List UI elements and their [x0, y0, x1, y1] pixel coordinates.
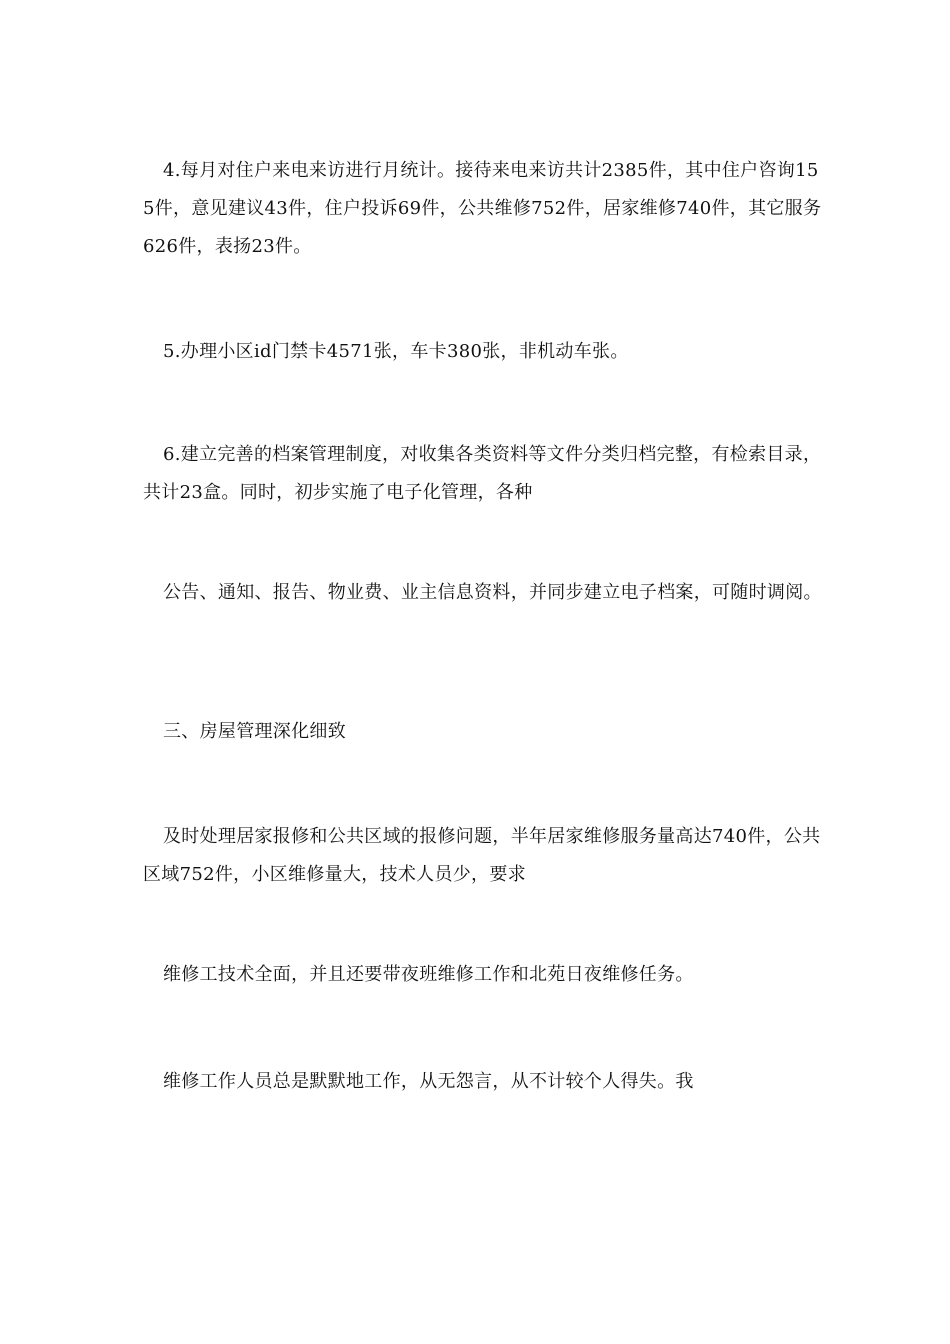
paragraph-access-cards: 5.办理小区id门禁卡4571张，车卡380张，非机动车张。: [163, 341, 629, 362]
section-heading-housing-management: 三、房屋管理深化细致: [163, 721, 346, 742]
paragraph-electronic-archive: 公告、通知、报告、物业费、业主信息资料，并同步建立电子档案，可随时调阅。: [163, 582, 822, 603]
paragraph-archive-management: 6.建立完善的档案管理制度，对收集各类资料等文件分类归档完整，有检索目录，共计23盒。同时，初步实施了电子化管理，各种: [143, 444, 822, 503]
paragraph-repair-skills: 维修工技术全面，并且还要带夜班维修工作和北苑日夜维修任务。: [163, 964, 694, 985]
paragraph-call-visit-statistics: 4.每月对住户来电来访进行月统计。接待来电来访共计2385件，其中住户咨询155件，意见建议43件，住户投诉69件，公共维修752件，居家维修740件，其它服务626件，表扬23件。: [143, 160, 822, 257]
paragraph-repair-handling: 及时处理居家报修和公共区域的报修问题，半年居家维修服务量高达740件，公共区域752件，小区维修量大，技术人员少，要求: [143, 826, 821, 885]
paragraph-repair-staff: 维修工作人员总是默默地工作，从无怨言，从不计较个人得失。我: [163, 1071, 694, 1092]
